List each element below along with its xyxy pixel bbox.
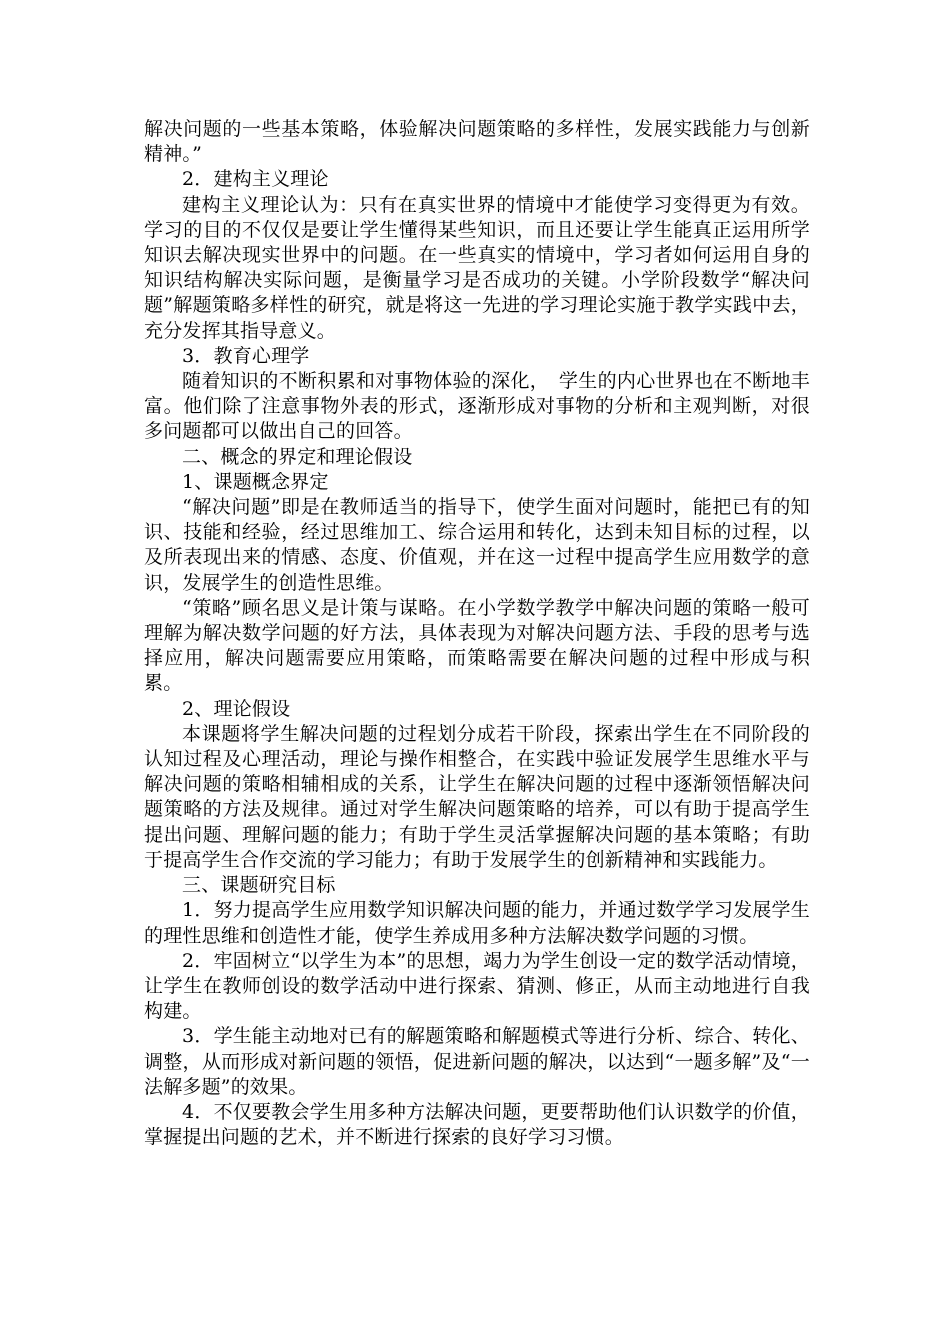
paragraph-problem-solving-definition: “解决问题”即是在教师适当的指导下，使学生面对问题时，能把已有的知识、技能和经验，经过思维加工、综合运用和转化，达到未知目标的过程，以及所表现出来的情感、态度、价值观，并在这一过程中提高学生应用数学的意识，发展学生的创造性思维。: [144, 496, 810, 594]
paragraph-educational-psychology: 随着知识的不断积累和对事物体验的深化， 学生的内心世界也在不断地丰富。他们除了注意事物外表的形式，逐渐形成对事物的分析和主观判断，对很多问题都可以做出自己的回答。: [144, 370, 810, 443]
subheading-hypothesis: 2、理论假设: [182, 697, 291, 720]
goal-item-3: 3．学生能主动地对已有的解题策略和解题模式等进行分析、综合、转化、调整，从而形成对新问题的领悟，促进新问题的解决，以达到“一题多解”及“一法解多题”的效果。: [144, 1025, 810, 1098]
goal-item-2: 2．牢固树立“以学生为本”的思想，竭力为学生创设一定的数学活动情境，让学生在教师创设的数学活动中进行探索、猜测、修正，从而主动地进行自我构建。: [144, 949, 810, 1023]
paragraph-constructivism: 建构主义理论认为：只有在真实世界的情境中才能使学习变得更为有效。学习的目的不仅仅是要让学生懂得某些知识，而且还要让学生能真正运用所学知识去解决现实世界中的问题。在一些真实的情境中，学习者如何运用自身的知识结构解决实际问题，是衡量学习是否成功的关键。小学阶段数学“解决问题”解题策略多样性的研究，就是将这一先进的学习理论实施于教学实践中去，充分发挥其指导意义。: [144, 193, 810, 342]
goal-item-1: 1．努力提高学生应用数学知识解决问题的能力，并通过数学学习发展学生的理性思维和创造性才能，使学生养成用多种方法解决数学问题的习惯。: [144, 899, 810, 947]
paragraph-continuation: 解决问题的一些基本策略，体验解决问题策略的多样性，发展实践能力与创新精神。”: [144, 118, 810, 166]
heading-educational-psychology: 3．教育心理学: [182, 344, 310, 367]
section-heading-concepts: 二、概念的界定和理论假设: [182, 445, 413, 468]
heading-constructivism: 2．建构主义理论: [182, 168, 329, 191]
subheading-concept-definition: 1、课题概念界定: [182, 470, 329, 493]
paragraph-strategy-definition: “策略”顾名思义是计策与谋略。在小学数学教学中解决问题的策略一般可理解为解决数学问题的好方法，具体表现为对解决问题方法、手段的思考与选择应用，解决问题需要应用策略，而策略需要在解决问题的过程中形成与积累。: [144, 596, 810, 695]
goal-item-4: 4．不仅要教会学生用多种方法解决问题，更要帮助他们认识数学的价值，掌握提出问题的艺术，并不断进行探索的良好学习习惯。: [144, 1100, 810, 1149]
paragraph-hypothesis: 本课题将学生解决问题的过程划分成若干阶段，探索出学生在不同阶段的认知过程及心理活动，理论与操作相整合，在实践中验证发展学生思维水平与解决问题的策略相辅相成的关系，让学生在解决问题的过程中逐渐领悟解决问题策略的方法及规律。通过对学生解决问题策略的培养，可以有助于提高学生提出问题、理解问题的能力；有助于学生灵活掌握解决问题的基本策略；有助于提高学生合作交流的学习能力；有助于发展学生的创新精神和实践能力。: [144, 722, 810, 871]
document-page: [144, 117, 810, 1150]
section-heading-goals: 三、课题研究目标: [182, 874, 336, 897]
